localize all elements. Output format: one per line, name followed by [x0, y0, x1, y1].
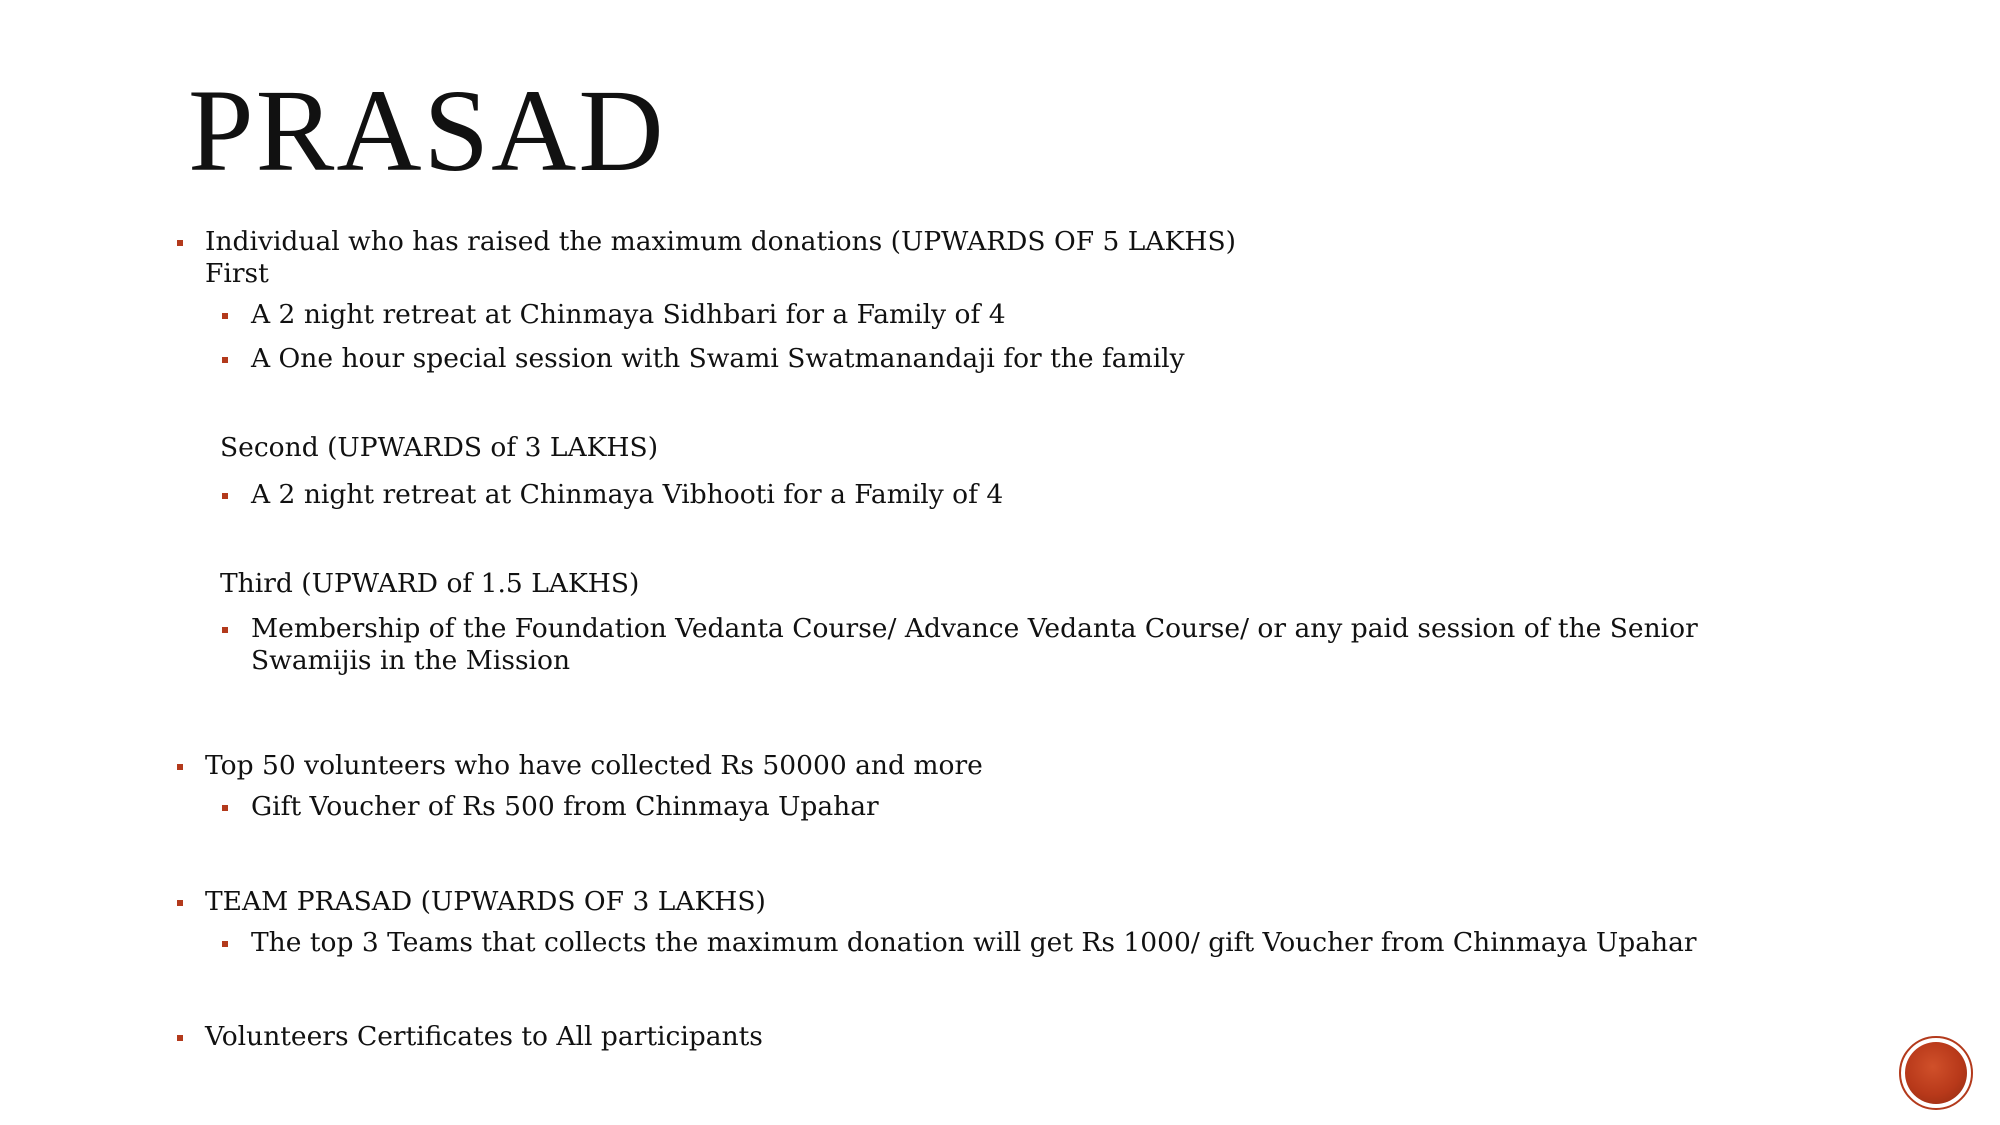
first-item-session: A One hour special session with Swami Swatmanandaji for the family	[251, 343, 1185, 374]
second-label: Second (UPWARDS of 3 LAKHS)	[220, 432, 659, 463]
third-item-line-2: Swamijis in the Mission	[251, 645, 571, 676]
first-item-retreat: A 2 night retreat at Chinmaya Sidhbari for a Family of 4	[251, 299, 1006, 330]
bullet-marker	[177, 764, 183, 770]
bullet-marker	[222, 627, 228, 633]
volunteers-heading: Top 50 volunteers who have collected Rs 50000 and more	[205, 750, 983, 781]
first-label: First	[205, 258, 269, 289]
team-item: The top 3 Teams that collects the maximum donation will get Rs 1000/ gift Voucher from Chinmaya Upahar	[251, 927, 1697, 958]
bullet-marker	[222, 313, 228, 319]
second-item-retreat: A 2 night retreat at Chinmaya Vibhooti for a Family of 4	[251, 479, 1004, 510]
bullet-marker	[222, 805, 228, 811]
decorative-orb-icon	[1899, 1036, 1973, 1110]
third-label: Third (UPWARD of 1.5 LAKHS)	[220, 568, 640, 599]
bullet-marker	[222, 493, 228, 499]
third-item-line-1: Membership of the Foundation Vedanta Course/ Advance Vedanta Course/ or any paid session of the Senior	[251, 613, 1698, 644]
orb-fill	[1905, 1042, 1967, 1104]
individual-heading: Individual who has raised the maximum donations (UPWARDS OF 5 LAKHS)	[205, 226, 1236, 257]
team-heading: TEAM PRASAD (UPWARDS OF 3 LAKHS)	[205, 886, 766, 917]
bullet-marker	[222, 941, 228, 947]
bullet-marker	[177, 240, 183, 246]
volunteers-item: Gift Voucher of Rs 500 from Chinmaya Upahar	[251, 791, 879, 822]
certificates-heading: Volunteers Certificates to All participants	[205, 1021, 763, 1052]
bullet-marker	[177, 900, 183, 906]
slide-title: PRASAD	[188, 65, 666, 196]
bullet-marker	[177, 1035, 183, 1041]
bullet-marker	[222, 357, 228, 363]
